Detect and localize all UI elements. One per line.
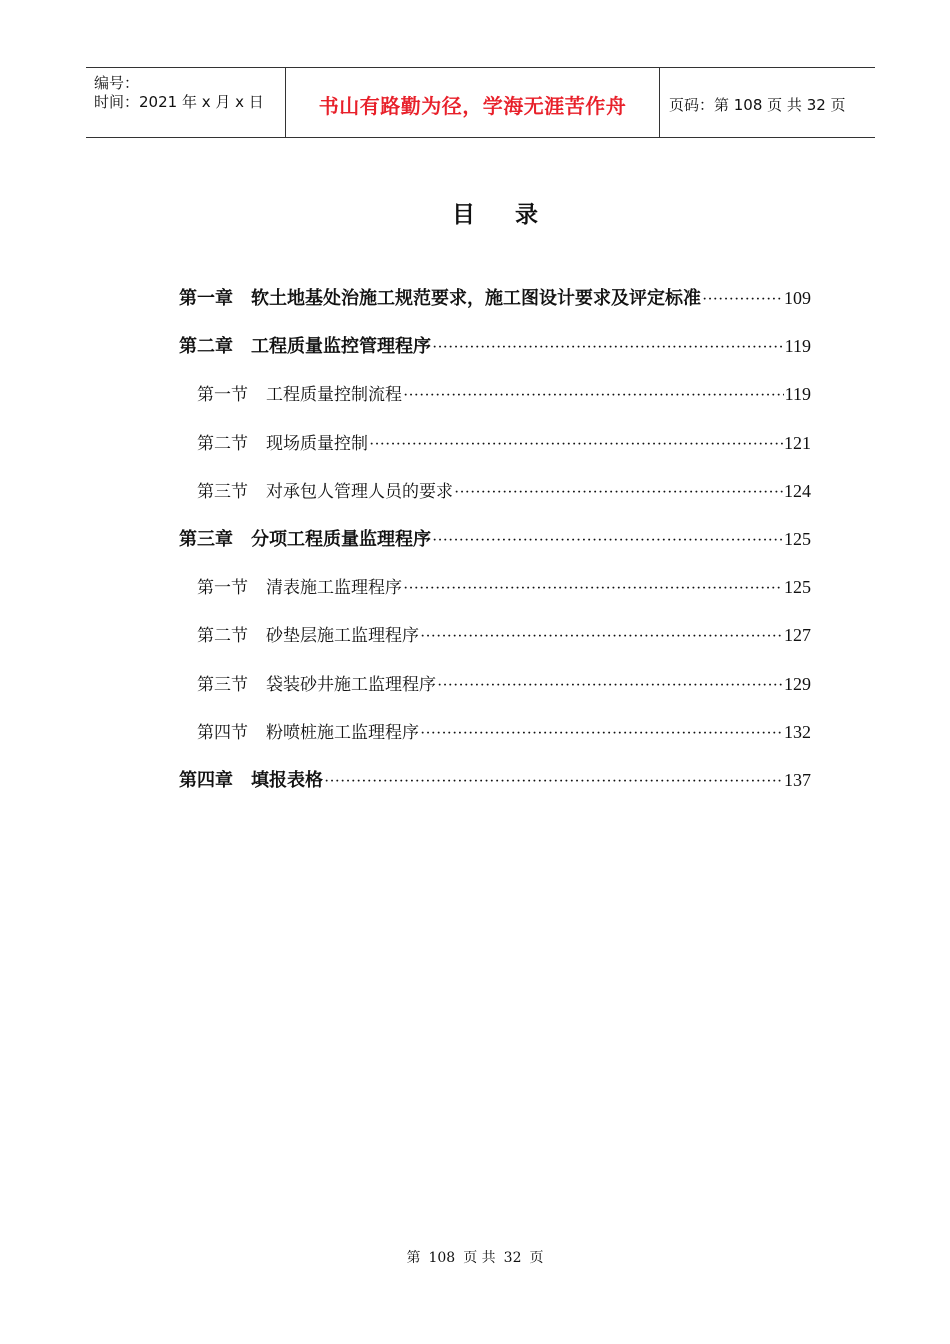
toc-entry-number: 第二章 <box>179 336 233 358</box>
toc-entry-page: 129 <box>784 673 811 694</box>
page-footer <box>0 1247 950 1267</box>
toc-entry-label <box>179 284 701 310</box>
toc-entry-title: 工程质量监控管理程序 <box>251 336 431 358</box>
toc-entry-title: 对承包人管理人员的要求 <box>266 481 453 502</box>
document-header <box>86 67 875 138</box>
toc-entry-label <box>197 573 402 598</box>
toc-entry-title: 现场质量控制 <box>266 433 368 454</box>
toc-entry-number: 第四节 <box>197 722 248 743</box>
toc-entry-title: 分项工程质量监理程序 <box>251 528 431 550</box>
toc-heading: 目录 <box>452 202 578 228</box>
toc-entry-label <box>197 718 419 743</box>
footer-prefix: 第 <box>406 1250 421 1266</box>
toc-entry-title: 袋装砂井施工监理程序 <box>266 674 436 695</box>
toc-entry-page: 109 <box>784 288 811 308</box>
toc-section-entry[interactable] <box>179 718 811 766</box>
toc-entry-number: 第二节 <box>197 433 248 454</box>
toc-dot-leader <box>420 628 783 646</box>
toc-chapter-entry[interactable] <box>179 332 811 380</box>
toc-chapter-entry[interactable] <box>179 766 811 814</box>
table-of-contents <box>179 284 811 814</box>
toc-section-entry[interactable] <box>179 573 811 621</box>
footer-mid: 页 共 <box>463 1250 496 1266</box>
header-pager-cell <box>659 68 875 137</box>
toc-entry-title: 清表施工监理程序 <box>266 578 402 599</box>
toc-dot-leader <box>437 677 783 695</box>
toc-entry-page: 119 <box>784 384 811 405</box>
toc-entry-label <box>197 477 453 502</box>
toc-entry-page: 124 <box>784 480 811 501</box>
toc-entry-label <box>197 380 402 405</box>
toc-entry-page: 127 <box>784 625 811 646</box>
toc-entry-title: 砂垫层施工监理程序 <box>266 626 419 647</box>
toc-entry-title: 填报表格 <box>251 769 323 791</box>
footer-current-page: 108 <box>428 1250 456 1266</box>
toc-entry-page: 125 <box>784 577 811 598</box>
toc-dot-leader <box>454 484 783 502</box>
toc-entry-label <box>197 429 368 454</box>
toc-chapter-entry[interactable] <box>179 284 811 332</box>
header-meta-cell <box>86 68 285 137</box>
header-motto: 书山有路勤为径，学海无涯苦作舟 <box>318 94 627 118</box>
toc-entry-page: 119 <box>784 336 811 357</box>
toc-entry-label <box>179 766 323 792</box>
footer-suffix: 页 <box>529 1250 544 1266</box>
toc-dot-leader <box>432 339 784 357</box>
toc-section-entry[interactable] <box>179 380 811 428</box>
toc-entry-page: 137 <box>784 769 811 790</box>
toc-entry-label <box>197 670 436 695</box>
toc-dot-leader <box>403 580 783 598</box>
toc-entry-number: 第二节 <box>197 626 248 647</box>
toc-entry-number: 第四章 <box>179 769 233 791</box>
document-time-label: 时间：2021 年 x 月 x 日 <box>94 93 264 111</box>
header-motto-cell <box>285 68 660 137</box>
toc-entry-number: 第一章 <box>179 288 233 309</box>
toc-entry-label <box>179 525 431 551</box>
toc-section-entry[interactable] <box>179 670 811 718</box>
toc-entry-number: 第三章 <box>179 528 233 550</box>
toc-dot-leader <box>432 532 783 550</box>
toc-entry-page: 121 <box>784 432 811 453</box>
toc-entry-number: 第一节 <box>197 385 248 406</box>
toc-section-entry[interactable] <box>179 621 811 669</box>
toc-dot-leader <box>369 436 783 454</box>
toc-entry-number: 第三节 <box>197 674 248 695</box>
toc-entry-page: 132 <box>784 721 811 742</box>
toc-entry-label <box>179 332 431 358</box>
toc-dot-leader <box>324 773 783 791</box>
toc-entry-label <box>197 621 419 646</box>
toc-dot-leader <box>403 387 784 405</box>
toc-entry-title: 软土地基处治施工规范要求，施工图设计要求及评定标准 <box>251 288 701 309</box>
toc-section-entry[interactable] <box>179 477 811 525</box>
toc-dot-leader <box>702 291 783 309</box>
toc-section-entry[interactable] <box>179 429 811 477</box>
footer-total-pages: 32 <box>503 1250 522 1266</box>
toc-entry-title: 粉喷桩施工监理程序 <box>266 722 419 743</box>
toc-entry-page: 125 <box>784 528 811 549</box>
toc-entry-number: 第三节 <box>197 481 248 502</box>
toc-entry-title: 工程质量控制流程 <box>266 385 402 406</box>
toc-dot-leader <box>420 725 783 743</box>
toc-chapter-entry[interactable] <box>179 525 811 573</box>
toc-entry-number: 第一节 <box>197 578 248 599</box>
header-page-info: 页码：第 108 页 共 32 页 <box>669 96 846 114</box>
document-number-label: 编号： <box>94 74 140 92</box>
